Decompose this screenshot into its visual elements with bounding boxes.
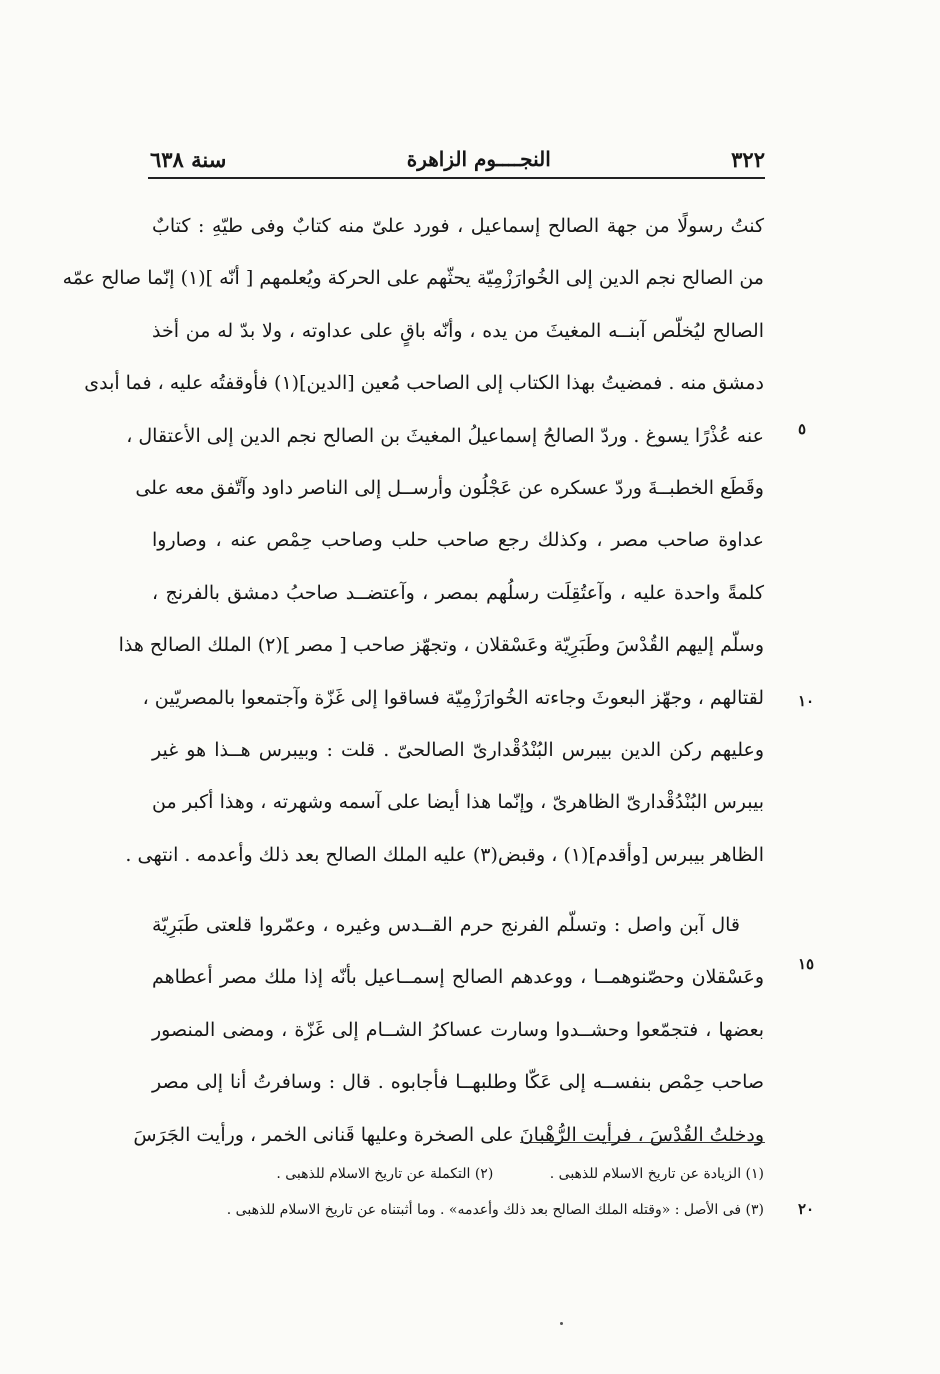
header-rule (148, 177, 765, 179)
paragraph-1 (62, 200, 764, 881)
text-line: دمشق منه . فمضيتُ بهذا الكتاب إلى الصاحب مُعين [الدين](١) فأوقفتُه عليه ، فما أبدى (84, 372, 764, 395)
page-number: ٣٢٢ (731, 146, 765, 172)
book-title: النجــــوم الزاهرة (406, 147, 551, 171)
text-line: وعليهم ركن الدين بيبرس البُنْدُقْدارىّ الصالحىّ . قلت : وبيبرس هــذا هو غير (152, 738, 764, 761)
footnotes (150, 1156, 764, 1228)
text-line: بعضها ، فتجمّعوا وحشــدوا وسارت عساكرُ الشــام إلى غَزّة ، ومضى المنصور (152, 1018, 764, 1041)
line-number-5: ٥ (798, 420, 807, 438)
line-number-20: ٢٠ (798, 1200, 815, 1218)
text-line: وسلّم إليهم القُدْسَ وطَبَرِيّة وعَسْقلان ، وتجهّز صاحب [ مصر ](٢) الملك الصالح هذا (118, 634, 764, 657)
footnote-rule (520, 1142, 765, 1143)
text-line: كلمةً واحدة عليه ، وآعتُقِلَت رسلُهم بمصر ، وآعتضــد صاحبُ دمشق بالفرنج ، (152, 581, 764, 604)
text-line: صاحب حِمْص بنفســه إلى عَكّا وطلبهــا فأجابوه . قال : وسافرتُ أنا إلى مصر (152, 1071, 764, 1094)
text-line: كنتُ رسولًا من جهة الصالح إسماعيل ، فورد علىّ منه كتابٌ وفى طيّهِ : كتابٌ (152, 215, 764, 237)
paragraph-2 (133, 899, 764, 1161)
text-line: الظاهر بيبرس [وأقدم](١) ، وقبض(٣) عليه الملك الصالح بعد ذلك وأعدمه . انتهى . (125, 843, 764, 866)
footnote-2: (٢) التكملة عن تاريخ الاسلام للذهبى . (276, 1166, 494, 1182)
text-line: ودخلتُ القُدْسَ ، فرأيت الرُّهْبانَ على الصخرة وعليها قَنانى الخمر ، ورأيت الجَرَسَ (133, 1123, 764, 1146)
page-speck (560, 1322, 563, 1325)
text-line: من الصالح نجم الدين إلى الخُوارَزْمِيّة يحثّهم على الحركة ويُعلمهم [ أنّه ](١) إنّما صالح عمّه (62, 267, 764, 290)
line-number-15: ١٥ (798, 955, 815, 973)
body-text (62, 200, 764, 1161)
footnote-line (150, 1192, 764, 1228)
text-line: بيبرس البُنْدُقْدارىّ الظاهرىّ ، وإنّما هذا أيضا على آسمه وشهرته ، وهذا أكبر من (152, 791, 764, 814)
page-header (150, 142, 765, 176)
text-line: وعَسْقلان وحصّنوهمــا ، ووعدهم الصالح إسمــاعيل بأنّه إذا ملك مصر أعطاهم (152, 966, 764, 989)
text-line: قال آبن واصل : وتسلّم الفرنج حرم القــدس وغيره ، وعمّروا قلعتى طَبَرِيّة (152, 914, 740, 937)
text-line: لقتالهم ، وجهّز البعوثَ وجاءته الخُوارَزْمِيّة فساقوا إلى غَزّة وآجتمعوا بالمصريّين ، (142, 686, 764, 709)
footnote-1: (١) الزيادة عن تاريخ الاسلام للذهبى . (549, 1166, 764, 1182)
text-line: الصالح ليُخلّص آبنــه المغيثَ من يده ، وأنّه باقٍ على عداوته ، ولا بدّ له من أخذ (152, 319, 764, 342)
text-line: عنه عُذْرًا يسوغ . وردّ الصالحُ إسماعيلُ المغيثَ بن الصالح نجم الدين إلى الأعتقال ، (126, 424, 764, 447)
text-line: وقَطَع الخطبــةَ وردّ عسكره عن عَجْلُون وأرســل إلى الناصر داود وآتّفق معه على (135, 476, 764, 499)
line-number-10: ١٠ (798, 692, 815, 710)
footnote-3: (٣) فى الأصل : «وقتله الملك الصالح بعد ذلك وأعدمه» . وما أثبتناه عن تاريخ الاسلام للذهبى . (226, 1202, 764, 1218)
year-label: سنة ٦٣٨ (150, 146, 227, 172)
text-line: عداوة صاحب مصر ، وكذلك رجع صاحب حلب وصاحب حِمْص عنه ، وصاروا (152, 529, 764, 552)
footnote-line (150, 1156, 764, 1192)
